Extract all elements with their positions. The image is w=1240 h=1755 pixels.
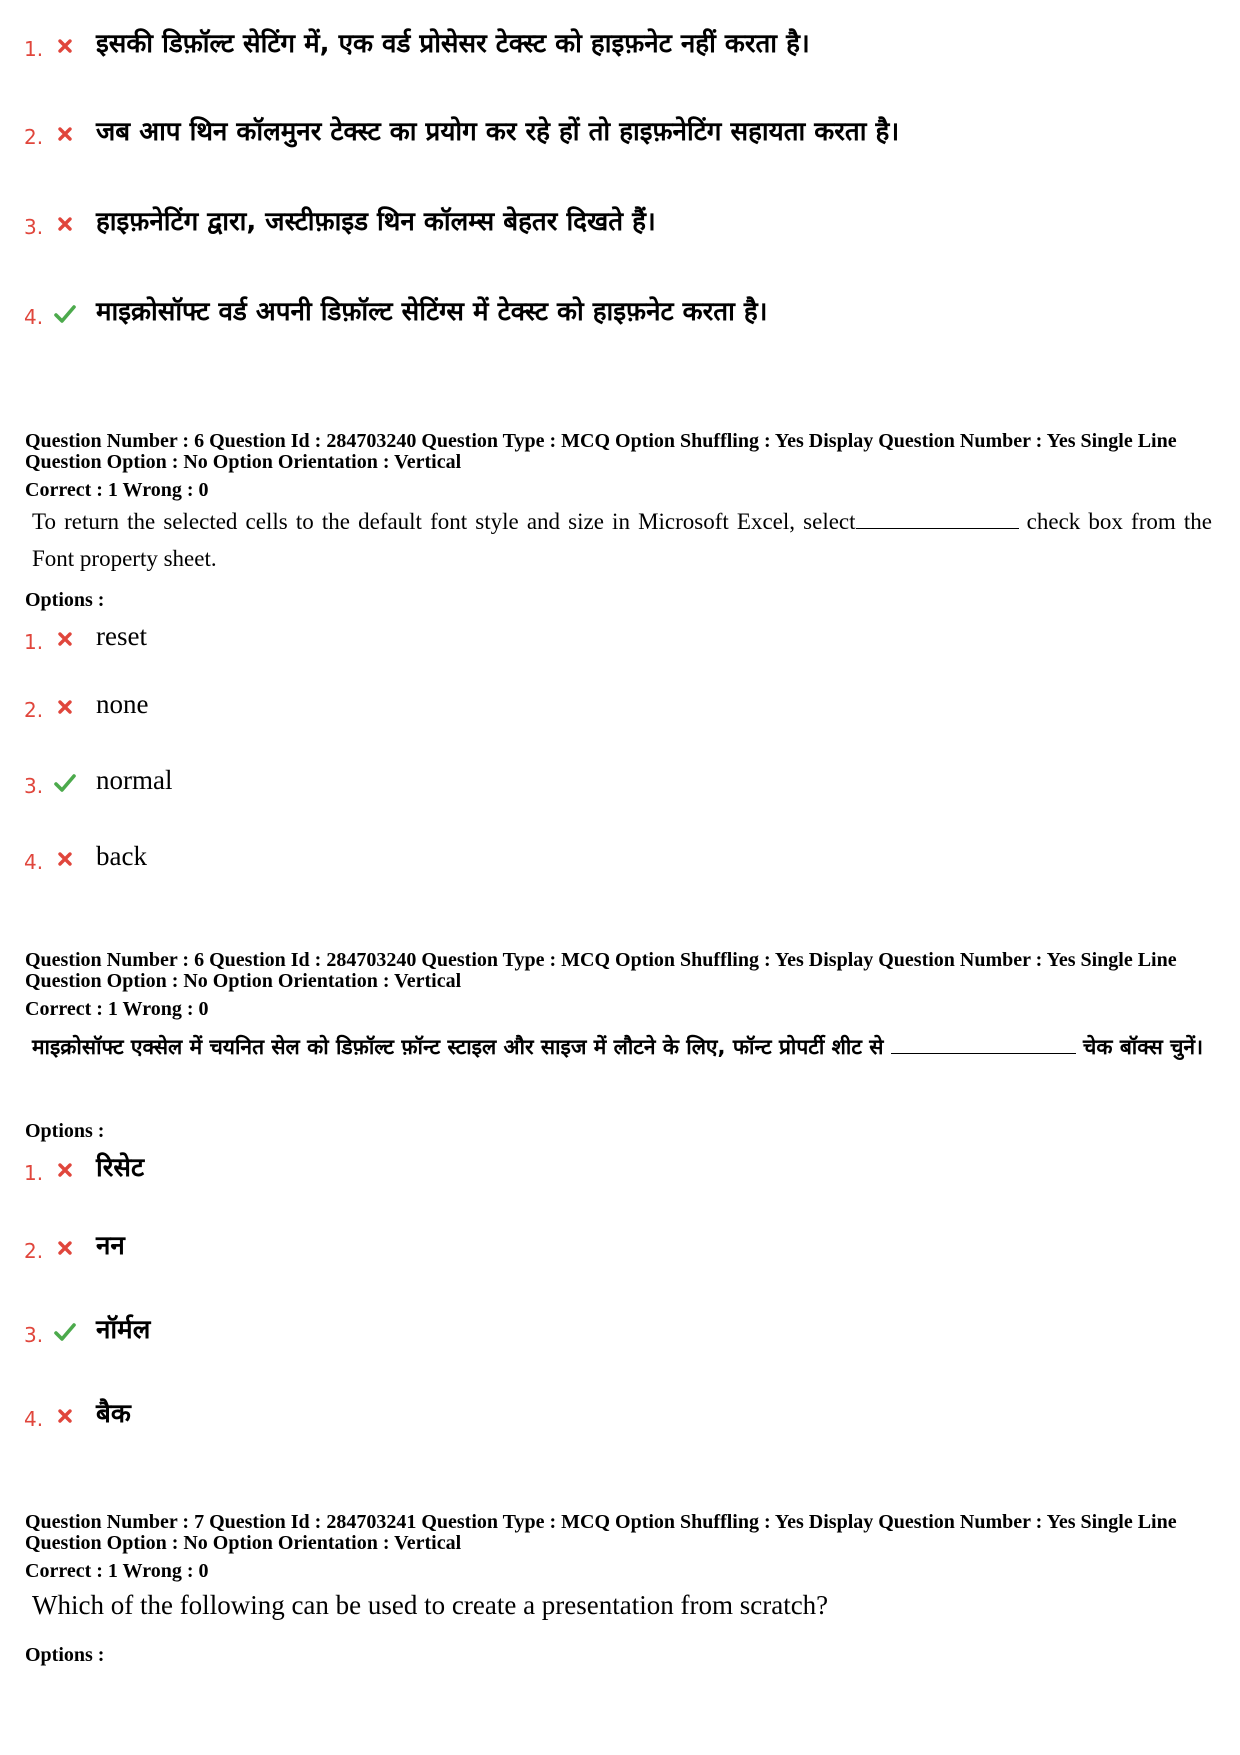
option-row [24, 1316, 150, 1345]
option-text: बैक [96, 1399, 131, 1429]
option-row [24, 766, 172, 796]
option-row [24, 298, 768, 327]
wrong-icon [52, 1403, 78, 1429]
question-text-start: To return the selected cells to the default font style and size in Microsoft Excel, select [32, 509, 856, 534]
correct-icon [52, 1319, 78, 1345]
question-meta: Question Number : 7 Question Id : 284703241 Question Type : MCQ Option Shuffling : Yes Display Question Number : Yes Single Line Question Option : No Option Orientation : Vertical [25, 1511, 1177, 1554]
score-info: Correct : 1 Wrong : 0 [25, 998, 209, 1020]
correct-icon [52, 770, 78, 796]
wrong-icon [52, 1157, 78, 1183]
option-row [24, 622, 147, 652]
option-number: 3. [24, 214, 44, 239]
option-text: नन [96, 1231, 125, 1261]
options-label: Options : [25, 589, 105, 611]
option-row [24, 118, 899, 147]
option-number: 4. [24, 849, 44, 874]
question-text [32, 503, 1212, 577]
option-row [24, 1400, 131, 1429]
option-text: back [96, 841, 147, 871]
question-text-end: check box from the Font property sheet. [32, 509, 1212, 571]
option-row [24, 842, 147, 872]
wrong-icon [52, 626, 78, 652]
option-text: जब आप थिन कॉलमुनर टेक्स्ट का प्रयोग कर रहे हों तो हाइफ़नेटिंग सहायता करता है। [96, 117, 900, 147]
options-label: Options : [25, 1644, 105, 1666]
wrong-icon [52, 211, 78, 237]
score-info: Correct : 1 Wrong : 0 [25, 479, 209, 501]
wrong-icon [52, 846, 78, 872]
option-row [24, 208, 656, 237]
question-text [32, 1028, 1212, 1066]
option-text: रिसेट [96, 1153, 145, 1183]
option-number: 2. [24, 697, 44, 722]
option-text: इसकी डिफ़ॉल्ट सेटिंग में, एक वर्ड प्रोसेसर टेक्स्ट को हाइफ़नेट नहीं करता है। [96, 29, 810, 59]
wrong-icon [52, 1235, 78, 1261]
option-number: 3. [24, 773, 44, 798]
option-text: normal [96, 765, 173, 795]
option-number: 4. [24, 1406, 44, 1431]
option-text: माइक्रोसॉफ्ट वर्ड अपनी डिफ़ॉल्ट सेटिंग्स में टेक्स्ट को हाइफ़नेट करता है। [96, 297, 768, 327]
option-number: 2. [24, 1238, 44, 1263]
option-row [24, 1232, 125, 1261]
option-text: none [96, 689, 149, 719]
option-row [24, 1154, 144, 1183]
question-meta: Question Number : 6 Question Id : 284703240 Question Type : MCQ Option Shuffling : Yes Display Question Number : Yes Single Line Question Option : No Option Orientation : Vertical [25, 949, 1177, 992]
wrong-icon [52, 33, 78, 59]
option-number: 1. [24, 36, 44, 61]
question-text-end: चेक बॉक्स चुनें। [1075, 1035, 1204, 1059]
question-text-start: माइक्रोसॉफ्ट एक्सेल में चयनित सेल को डिफ़ॉल्ट फ़ॉन्ट स्टाइल और साइज में लौटने के लिए, फॉन्ट प्रोपर्टी शीट से [32, 1035, 884, 1059]
options-label: Options : [25, 1120, 105, 1142]
option-number: 3. [24, 1322, 44, 1347]
wrong-icon [52, 121, 78, 147]
option-text: reset [96, 621, 147, 651]
question-meta: Question Number : 6 Question Id : 284703240 Question Type : MCQ Option Shuffling : Yes Display Question Number : Yes Single Line Question Option : No Option Orientation : Vertical [25, 430, 1177, 473]
option-text: हाइफ़नेटिंग द्वारा, जस्टीफ़ाइड थिन कॉलम्स बेहतर दिखते हैं। [96, 207, 656, 237]
option-number: 4. [24, 304, 44, 329]
correct-icon [52, 301, 78, 327]
option-row [24, 690, 148, 720]
option-number: 1. [24, 1160, 44, 1185]
question-text: Which of the following can be used to create a presentation from scratch? [32, 1590, 829, 1620]
wrong-icon [52, 694, 78, 720]
score-info: Correct : 1 Wrong : 0 [25, 1560, 209, 1582]
option-row [24, 30, 810, 59]
option-number: 2. [24, 124, 44, 149]
fill-blank [856, 528, 1019, 529]
fill-blank [891, 1053, 1076, 1054]
option-text: नॉर्मल [96, 1315, 151, 1345]
option-number: 1. [24, 629, 44, 654]
